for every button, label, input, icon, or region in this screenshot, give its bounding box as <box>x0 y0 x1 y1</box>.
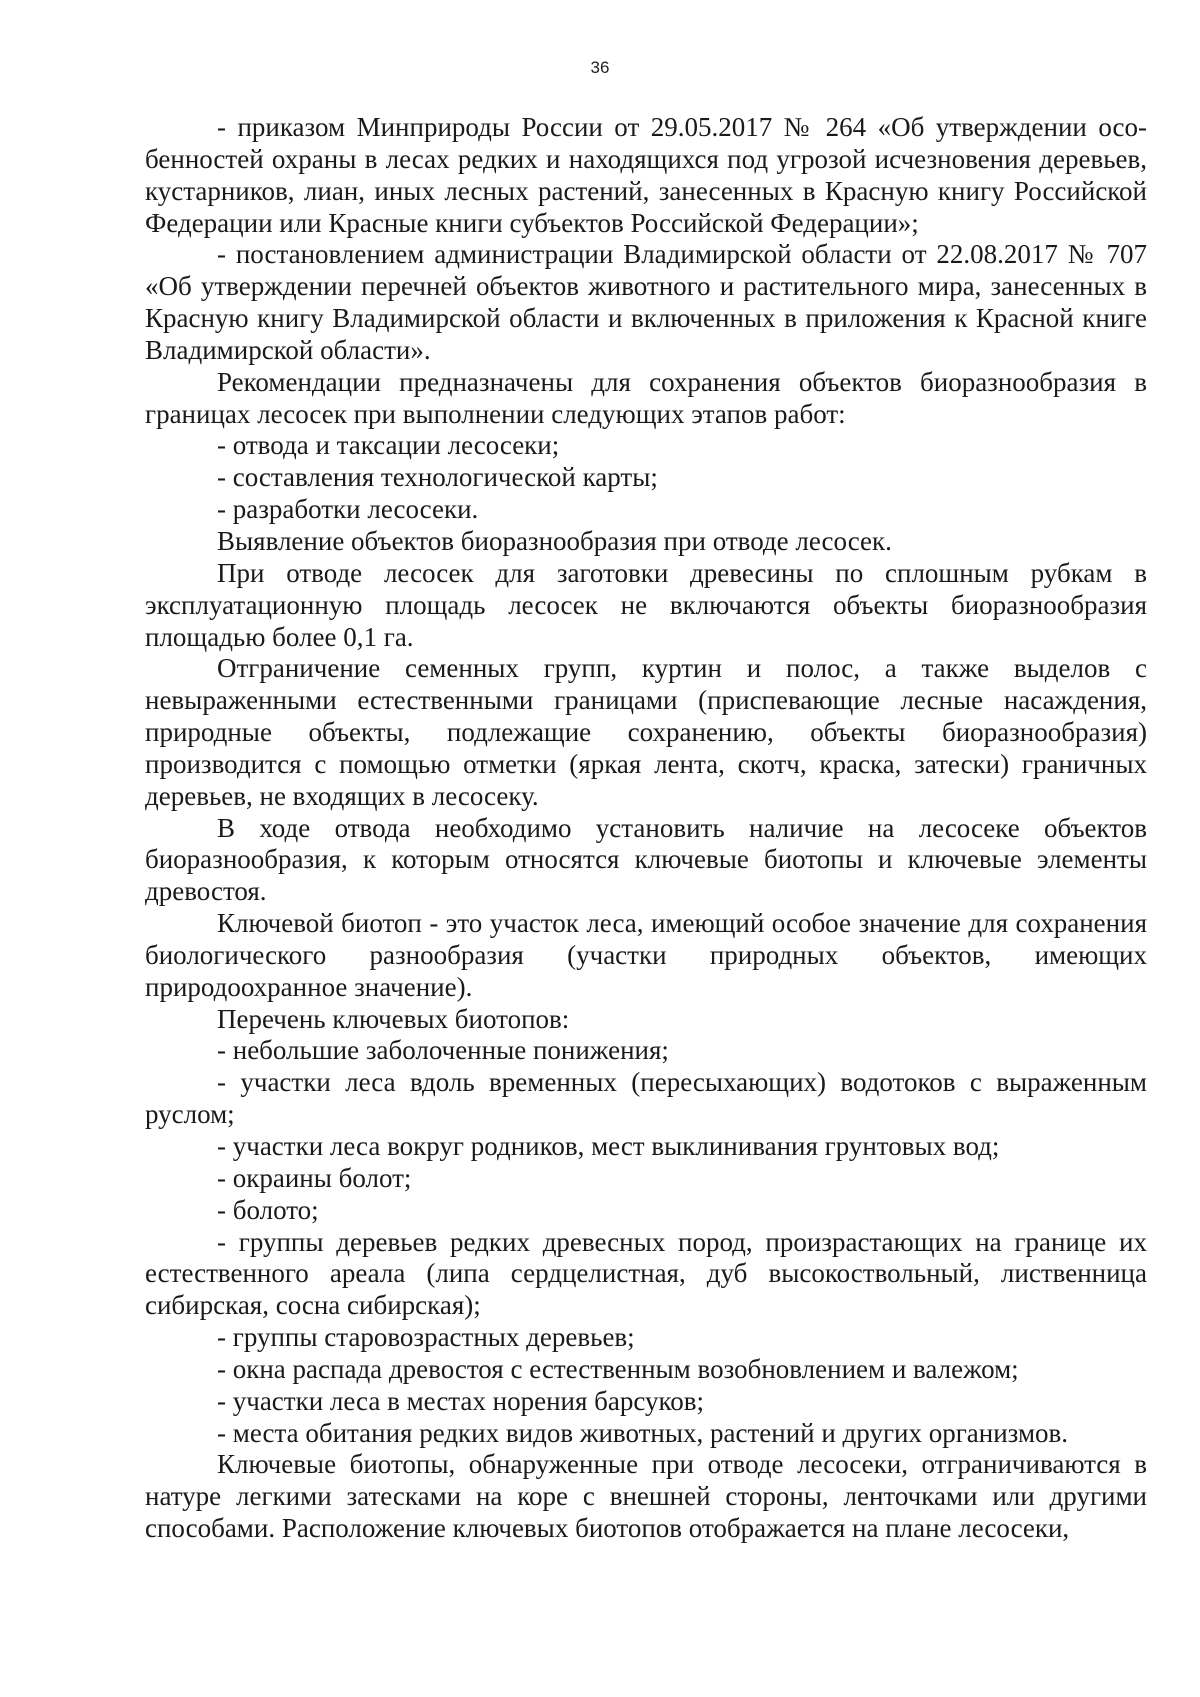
list-item-wetland-depressions: - небольшие заболоченные понижения; <box>217 1035 669 1066</box>
paragraph-clear-cutting: При отводе лесосек для заготовки древесины по сплошным рубкам в эксплуатационную площадь лесосек не включаются объекты биоразнообразия площадью более 0,1 га. <box>145 557 1147 652</box>
document-body <box>145 112 1147 1545</box>
paragraph-key-biotope-definition: Ключевой биотоп - это участок леса, имеющий особое значение для сохранения биологического разнообразия (участки природных объектов, имеющих природоохранное значение). <box>145 908 1147 1002</box>
paragraph-resolution-vladimir: - постановлением администрации Владимирской области от 22.08.2017 № 707 «Об утверждении перечней объектов животного и растительного мира, занесенных в Красную книгу Владимирской области и включенных в приложения к Красной книге Владимирской области». <box>145 239 1147 365</box>
list-item-rare-tree-groups: - группы деревьев редких древесных пород, произрастающих на границе их естественного ареала (липа сердцелистная, дуб высокоствольный, лиственница сибирская, сосна сибирская); <box>145 1226 1147 1321</box>
list-item-springs: - участки леса вокруг родников, мест выклинивания грунтовых вод; <box>217 1131 1000 1161</box>
list-item-temporary-streams: - участки леса вдоль временных (пересыхающих) водотоков с выраженным руслом; <box>145 1067 1147 1130</box>
list-item-development: - разработки лесосеки. <box>217 494 479 525</box>
list-item-bog: - болото; <box>217 1194 319 1225</box>
paragraph-allotment-objects: В ходе отвода необходимо установить наличие на лесосеке объектов биоразнообразия, к которым относятся ключевые биотопы и ключевые элементы древостоя. <box>145 812 1147 907</box>
list-heading-key-biotopes: Перечень ключевых биотопов: <box>217 1003 570 1034</box>
section-heading-identification: Выявление объектов биоразнообразия при отводе лесосек. <box>217 525 892 556</box>
list-item-tech-map: - составления технологической карты; <box>217 462 658 493</box>
paragraph-biotope-marking: Ключевые биотопы, обнаруженные при отводе лесосеки, отграничиваются в натуре легкими затесками на коре с внешней стороны, ленточками или другими способами. Расположение ключевых биотопов отображается на плане лесосеки, <box>145 1449 1147 1544</box>
paragraph-order-minprirody: - приказом Минприроды России от 29.05.2017 № 264 «Об утверждении особенностей охраны в лесах редких и находящихся под угрозой исчезновения деревьев, кустарников, лиан, иных лесных растений, занесенных в Красную книгу Российской Федерации или Красные книги субъектов Российской Федерации»; <box>145 112 1147 238</box>
paragraph-recommendations-purpose: Рекомендации предназначены для сохранения объектов биоразнообразия в границах лесосек при выполнении следующих этапов работ: <box>145 366 1147 429</box>
list-item-allotment: - отвода и таксации лесосеки; <box>217 430 560 461</box>
list-item-bog-edges: - окраины болот; <box>217 1162 412 1193</box>
page-number: 36 <box>590 58 610 77</box>
list-item-canopy-gaps: - окна распада древостоя с естественным возобновлением и валежом; <box>217 1353 1019 1384</box>
list-item-old-growth-groups: - группы старовозрастных деревьев; <box>217 1322 635 1353</box>
list-item-rare-species-habitats: - места обитания редких видов животных, растений и других организмов. <box>217 1417 1069 1448</box>
list-item-badger-setts: - участки леса в местах норения барсуков; <box>217 1385 705 1416</box>
paragraph-delimitation: Отграничение семенных групп, куртин и полос, а также выделов с невыраженными естественными границами (приспевающие лесные насаждения, природные объекты, подлежащие сохранению, объекты биоразнообразия) производится с помощью отметки (яркая лента, скотч, краска, затески) граничных деревьев, не входящих в лесосеку. <box>145 653 1147 811</box>
